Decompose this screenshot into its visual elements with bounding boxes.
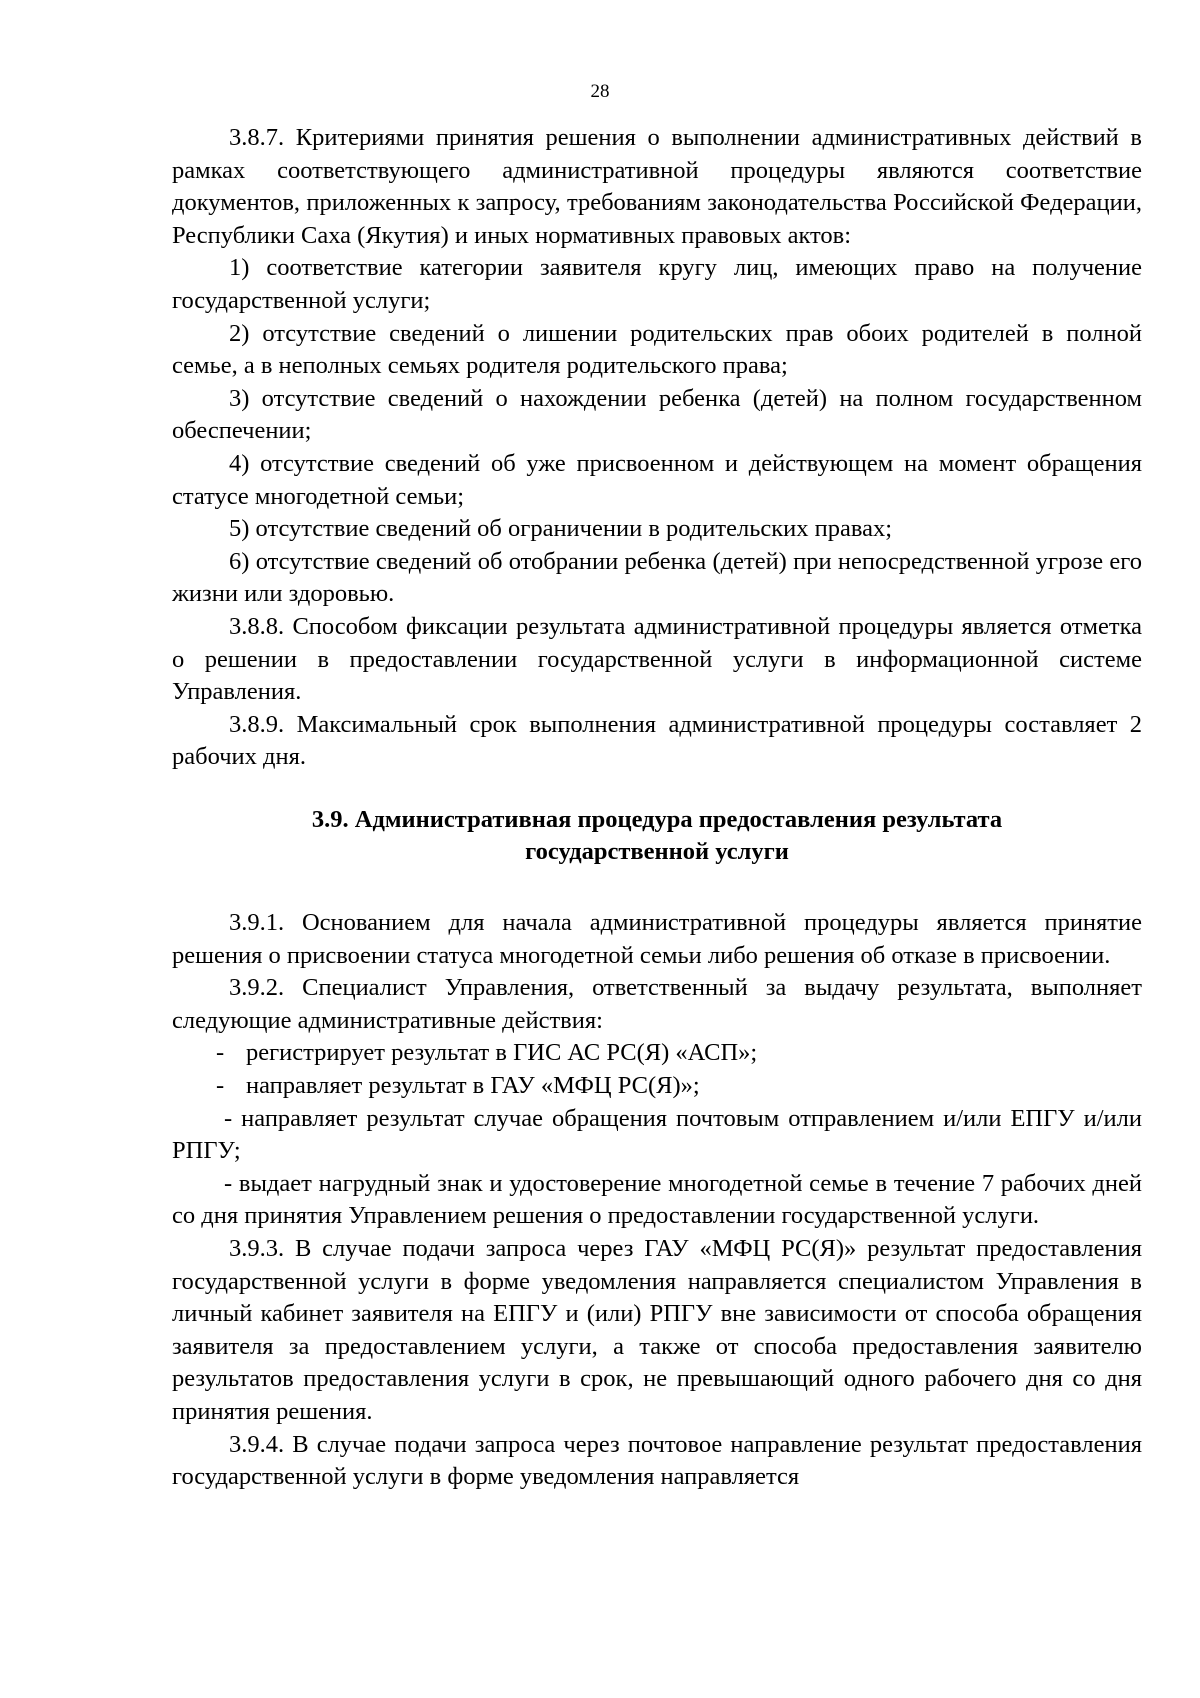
paragraph-3-9-3: 3.9.3. В случае подачи запроса через ГАУ «МФЦ РС(Я)» результат предоставления государственной услуги в форме уведомления направляется специалистом Управления в личный кабинет заявителя на ЕПГУ и (или) РПГУ вне зависимости от способа обращения заявителя за предоставлением услуги, а также от способа предоставления заявителю результатов предоставления услуги в срок, не превышающий одного рабочего дня со дня принятия решения. <box>172 1235 1142 1425</box>
criterion-6: 6) отсутствие сведений об отобрании ребенка (детей) при непосредственной угрозе его жизни или здоровью. <box>172 547 1142 608</box>
action-item-register-text: регистрирует результат в ГИС АС РС(Я) «АСП»; <box>246 1039 758 1067</box>
criterion-3: 3) отсутствие сведений о нахождении ребенка (детей) на полном государственном обеспечении; <box>172 384 1142 445</box>
action-item-register <box>172 1037 1142 1070</box>
paragraph-3-8-9: 3.8.9. Максимальный срок выполнения административной процедуры составляет 2 рабочих дня. <box>172 710 1142 771</box>
criterion-4: 4) отсутствие сведений об уже присвоенном и действующем на момент обращения статусе многодетной семьи; <box>172 449 1142 510</box>
paragraph-3-8-7: 3.8.7. Критериями принятия решения о выполнении административных действий в рамках соответствующего административной процедуры являются соответствие документов, приложенных к запросу, требованиям законодательства Российской Федерации, Республики Саха (Якутия) и иных нормативных правовых актов: <box>172 124 1142 249</box>
paragraph-3-9-2: 3.9.2. Специалист Управления, ответственный за выдачу результата, выполняет следующие административные действия: <box>172 974 1142 1034</box>
criterion-5: 5) отсутствие сведений об ограничении в родительских правах; <box>229 515 893 543</box>
paragraph-3-8-8: 3.8.8. Способом фиксации результата административной процедуры является отметка о решении в предоставлении государственной услуги в информационной системе Управления. <box>172 612 1142 706</box>
action-item-send-post: - направляет результат случае обращения почтовым отправлением и/или ЕПГУ и/или РПГУ; <box>172 1104 1142 1165</box>
page-number: 28 <box>590 81 610 102</box>
dash-marker: - <box>216 1039 225 1067</box>
criterion-2: 2) отсутствие сведений о лишении родительских прав обоих родителей в полной семье, а в неполных семьях родителя родительского права; <box>172 319 1142 380</box>
action-item-send-mfc-text: направляет результат в ГАУ «МФЦ РС(Я)»; <box>246 1072 700 1100</box>
dash-marker: - <box>216 1072 225 1100</box>
section-heading-line-1: 3.9. Административная процедура предоставления результата <box>311 805 1003 833</box>
section-heading-line-2: государственной услуги <box>525 838 789 866</box>
action-item-send-mfc <box>172 1070 1142 1103</box>
action-item-issue-badge: - выдает нагрудный знак и удостоверение многодетной семье в течение 7 рабочих дней со дня принятия Управлением решения о предоставлении государственной услуги. <box>172 1169 1142 1230</box>
paragraph-3-9-1: 3.9.1. Основанием для начала административной процедуры является принятие решения о присвоении статуса многодетной семьи либо решения об отказе в присвоении. <box>172 909 1142 969</box>
paragraph-3-9-4: 3.9.4. В случае подачи запроса через почтовое направление результат предоставления государственной услуги в форме уведомления направляется <box>172 1430 1142 1491</box>
criterion-1: 1) соответствие категории заявителя кругу лиц, имеющих право на получение государственной услуги; <box>172 254 1142 314</box>
document-body <box>172 122 1142 1494</box>
section-heading-3-9 <box>172 804 1142 869</box>
